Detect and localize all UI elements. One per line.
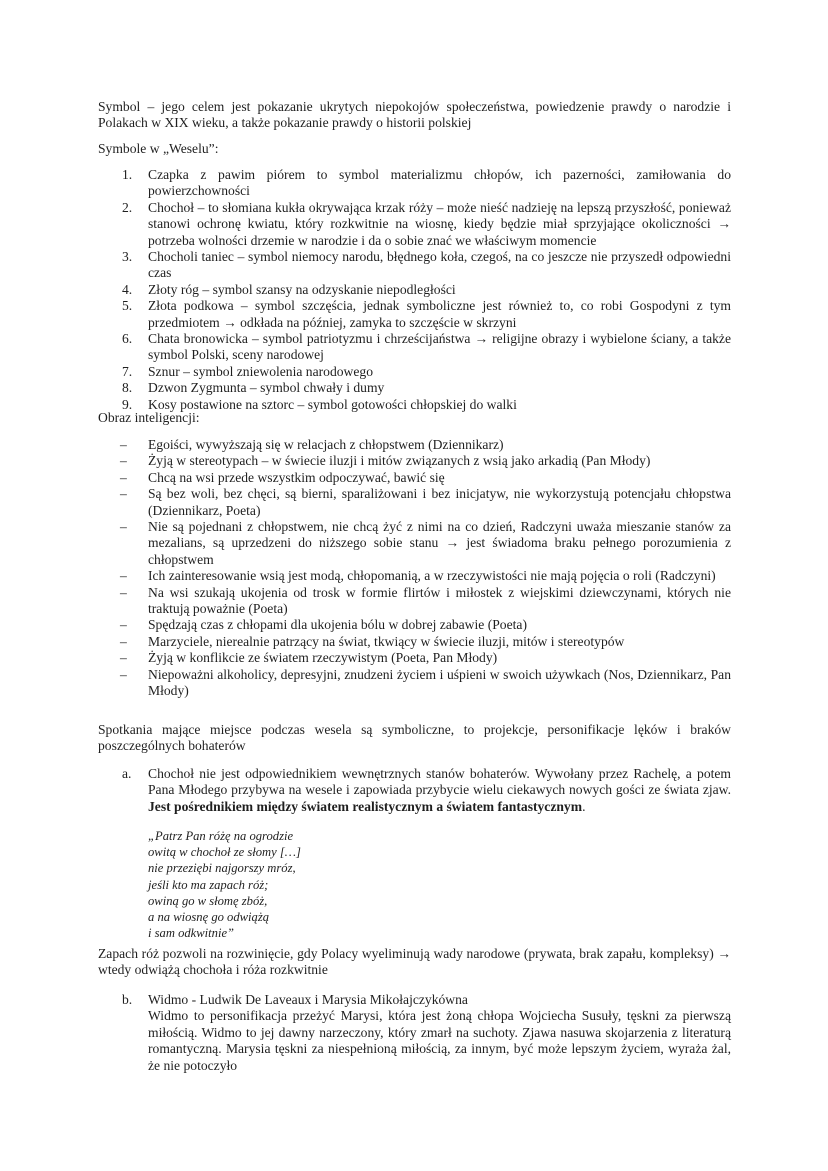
list-item: 9. Kosy postawione na sztorc – symbol gotowości chłopskiej do walki [122,396,517,412]
list-item: 3. Chocholi taniec – symbol niemocy narodu, błędnego koła, czegoś, na co jeszcze nie przyszedł odpowiedni czas [122,249,731,281]
list-item: 2. Chochoł – to słomiana kukła okrywająca krzak róży – może nieść nadzieję na lepszą przyszłość, ponieważ stanowi ochronę kwiatu, który rozkwitnie na wiosnę, kiedy będzie miał sprzyjające okoliczności → potrzeba wolności drzemie w narodzie i da o sobie znać we właściwym momencie [122,199,731,248]
quote-line: owitą w chochoł ze słomy […] [148,845,301,860]
smell-paragraph: Zapach róż pozwoli na rozwinięcie, gdy Polacy wyeliminują wady narodowe (prywata, brak zapału, kompleksy) → wtedy odwiążą chochoła i róża rozkwitnie [98,946,731,978]
list-item: b. Widmo - Ludwik De Laveaux i Marysia Mikołajczykówna Widmo to personifikacja przeżyć Marysi, która jest żoną chłopa Wojciecha Susuły, tęskni za pierwszą miłością. Widmo to jej dawny narzeczony, który zmarł na suchoty. Zjawa nasuwa skojarzenia z literaturą romantyczną. Marysia tęskni za niespełnioną miłością, za innym, być może lepszym życiem, wyraża żal, że nie potoczyło [122,992,731,1073]
list-item: 6. Chata bronowicka – symbol patriotyzmu i chrześcijaństwa → religijne obrazy i wybielone ściany, a także symbol Polski, sceny narodowej [122,331,731,363]
list-item: 4. Złoty róg – symbol szansy na odzyskanie niepodległości [122,281,456,297]
item-a [98,766,731,815]
quote-line: a na wiosnę go odwiążą [148,910,270,925]
list-item: – Są bez woli, bez chęci, są bierni, sparaliżowani i bez inicjatyw, nie wykorzystują potencjału chłopstwa (Dziennikarz, Poeta) [120,486,731,518]
list-item: – Żyją w stereotypach – w świecie iluzji i mitów związanych z wsią jako arkadią (Pan Młody) [120,453,651,469]
quote-line: jeśli kto ma zapach róż; [148,877,269,892]
intel-heading: Obraz inteligencji: [98,410,200,425]
list-item: – Marzyciele, nierealnie patrzący na świat, tkwiący w świecie iluzji, mitów i stereotypów [120,633,625,649]
list-item: – Chcą na wsi przede wszystkim odpoczywać, bawić się [120,469,445,485]
list-item: 8. Dzwon Zygmunta – symbol chwały i dumy [122,380,385,396]
list-item: 7. Sznur – symbol zniewolenia narodowego [122,363,374,379]
list-item: – Niepoważni alkoholicy, depresyjni, znudzeni życiem i uśpieni w swoich używkach (Nos, Dziennikarz, Pan Młody) [120,666,731,699]
list-item: a. Chochoł nie jest odpowiednikiem wewnętrznych stanów bohaterów. Wywołany przez Rachelę, a potem Pana Młodego przybywa na wesele i zapowiada przybycie wielu ciekawych nowych gości ze świata zjaw. Jest pośrednikiem między światem realistycznym a światem fantastycznym. [122,766,731,814]
poem-quote [148,828,301,941]
quote-line: nie przeziębi najgorszy mróz, [148,861,296,876]
item-b-title: Widmo - Ludwik De Laveaux i Marysia Mikołajczykówna [148,992,468,1007]
list-item: – Egoiści, wywyższają się w relacjach z chłopstwem (Dziennikarz) [120,437,504,452]
list-item: – Nie są pojednani z chłopstwem, nie chcą żyć z nimi na co dzień, Radczyni uważa mieszanie stanów za mezalians, są uprzedzeni do niższego sobie stanu → jest świadoma braku pełnego porozumienia z chłopstwem [120,519,731,567]
quote-line: i sam odkwitnie” [148,926,235,941]
symbols-list [98,167,731,413]
list-item: – Żyją w konflikcie ze światem rzeczywistym (Poeta, Pan Młody) [120,650,498,666]
list-item: – Na wsi szukają ukojenia od trosk w formie flirtów i miłostek z wiejskimi dziewczynami, których nie traktują poważnie (Poeta) [120,584,731,617]
quote-line: „Patrz Pan różę na ogrodzie [148,829,294,843]
item-b [98,992,731,1074]
list-item: 1. Czapka z pawim piórem to symbol materializmu chłopów, ich pazerności, zamiłowania do powierzchowności [122,167,731,199]
intel-list [98,437,731,700]
quote-line: owiną go w słomę zbóż, [148,893,268,908]
list-item: 5. Złota podkowa – symbol szczęścia, jednak symboliczne jest również to, co robi Gospodyni z tym przedmiotem → odkłada na później, zamyka to szczęście w skrzyni [122,298,731,330]
symbols-heading: Symbole w „Weselu”: [98,141,219,156]
list-item: – Ich zainteresowanie wsią jest modą, chłopomanią, a w rzeczywistości nie mają pojęcia o roli (Radczyni) [120,568,716,584]
list-item: – Spędzają czas z chłopami dla ukojenia bólu w dobrej zabawie (Poeta) [120,617,527,633]
meetings-paragraph: Spotkania mające miejsce podczas wesela są symboliczne, to projekcje, personifikacje lęków i braków poszczególnych bohaterów [98,722,731,754]
bold-statement: Jest pośrednikiem między światem realistycznym a światem fantastycznym [148,798,583,814]
intro-paragraph: Symbol – jego celem jest pokazanie ukrytych niepokojów społeczeństwa, powiedzenie prawdy o narodzie i Polakach w XIX wieku, a także pokazanie prawdy o historii polskiej [98,99,731,131]
